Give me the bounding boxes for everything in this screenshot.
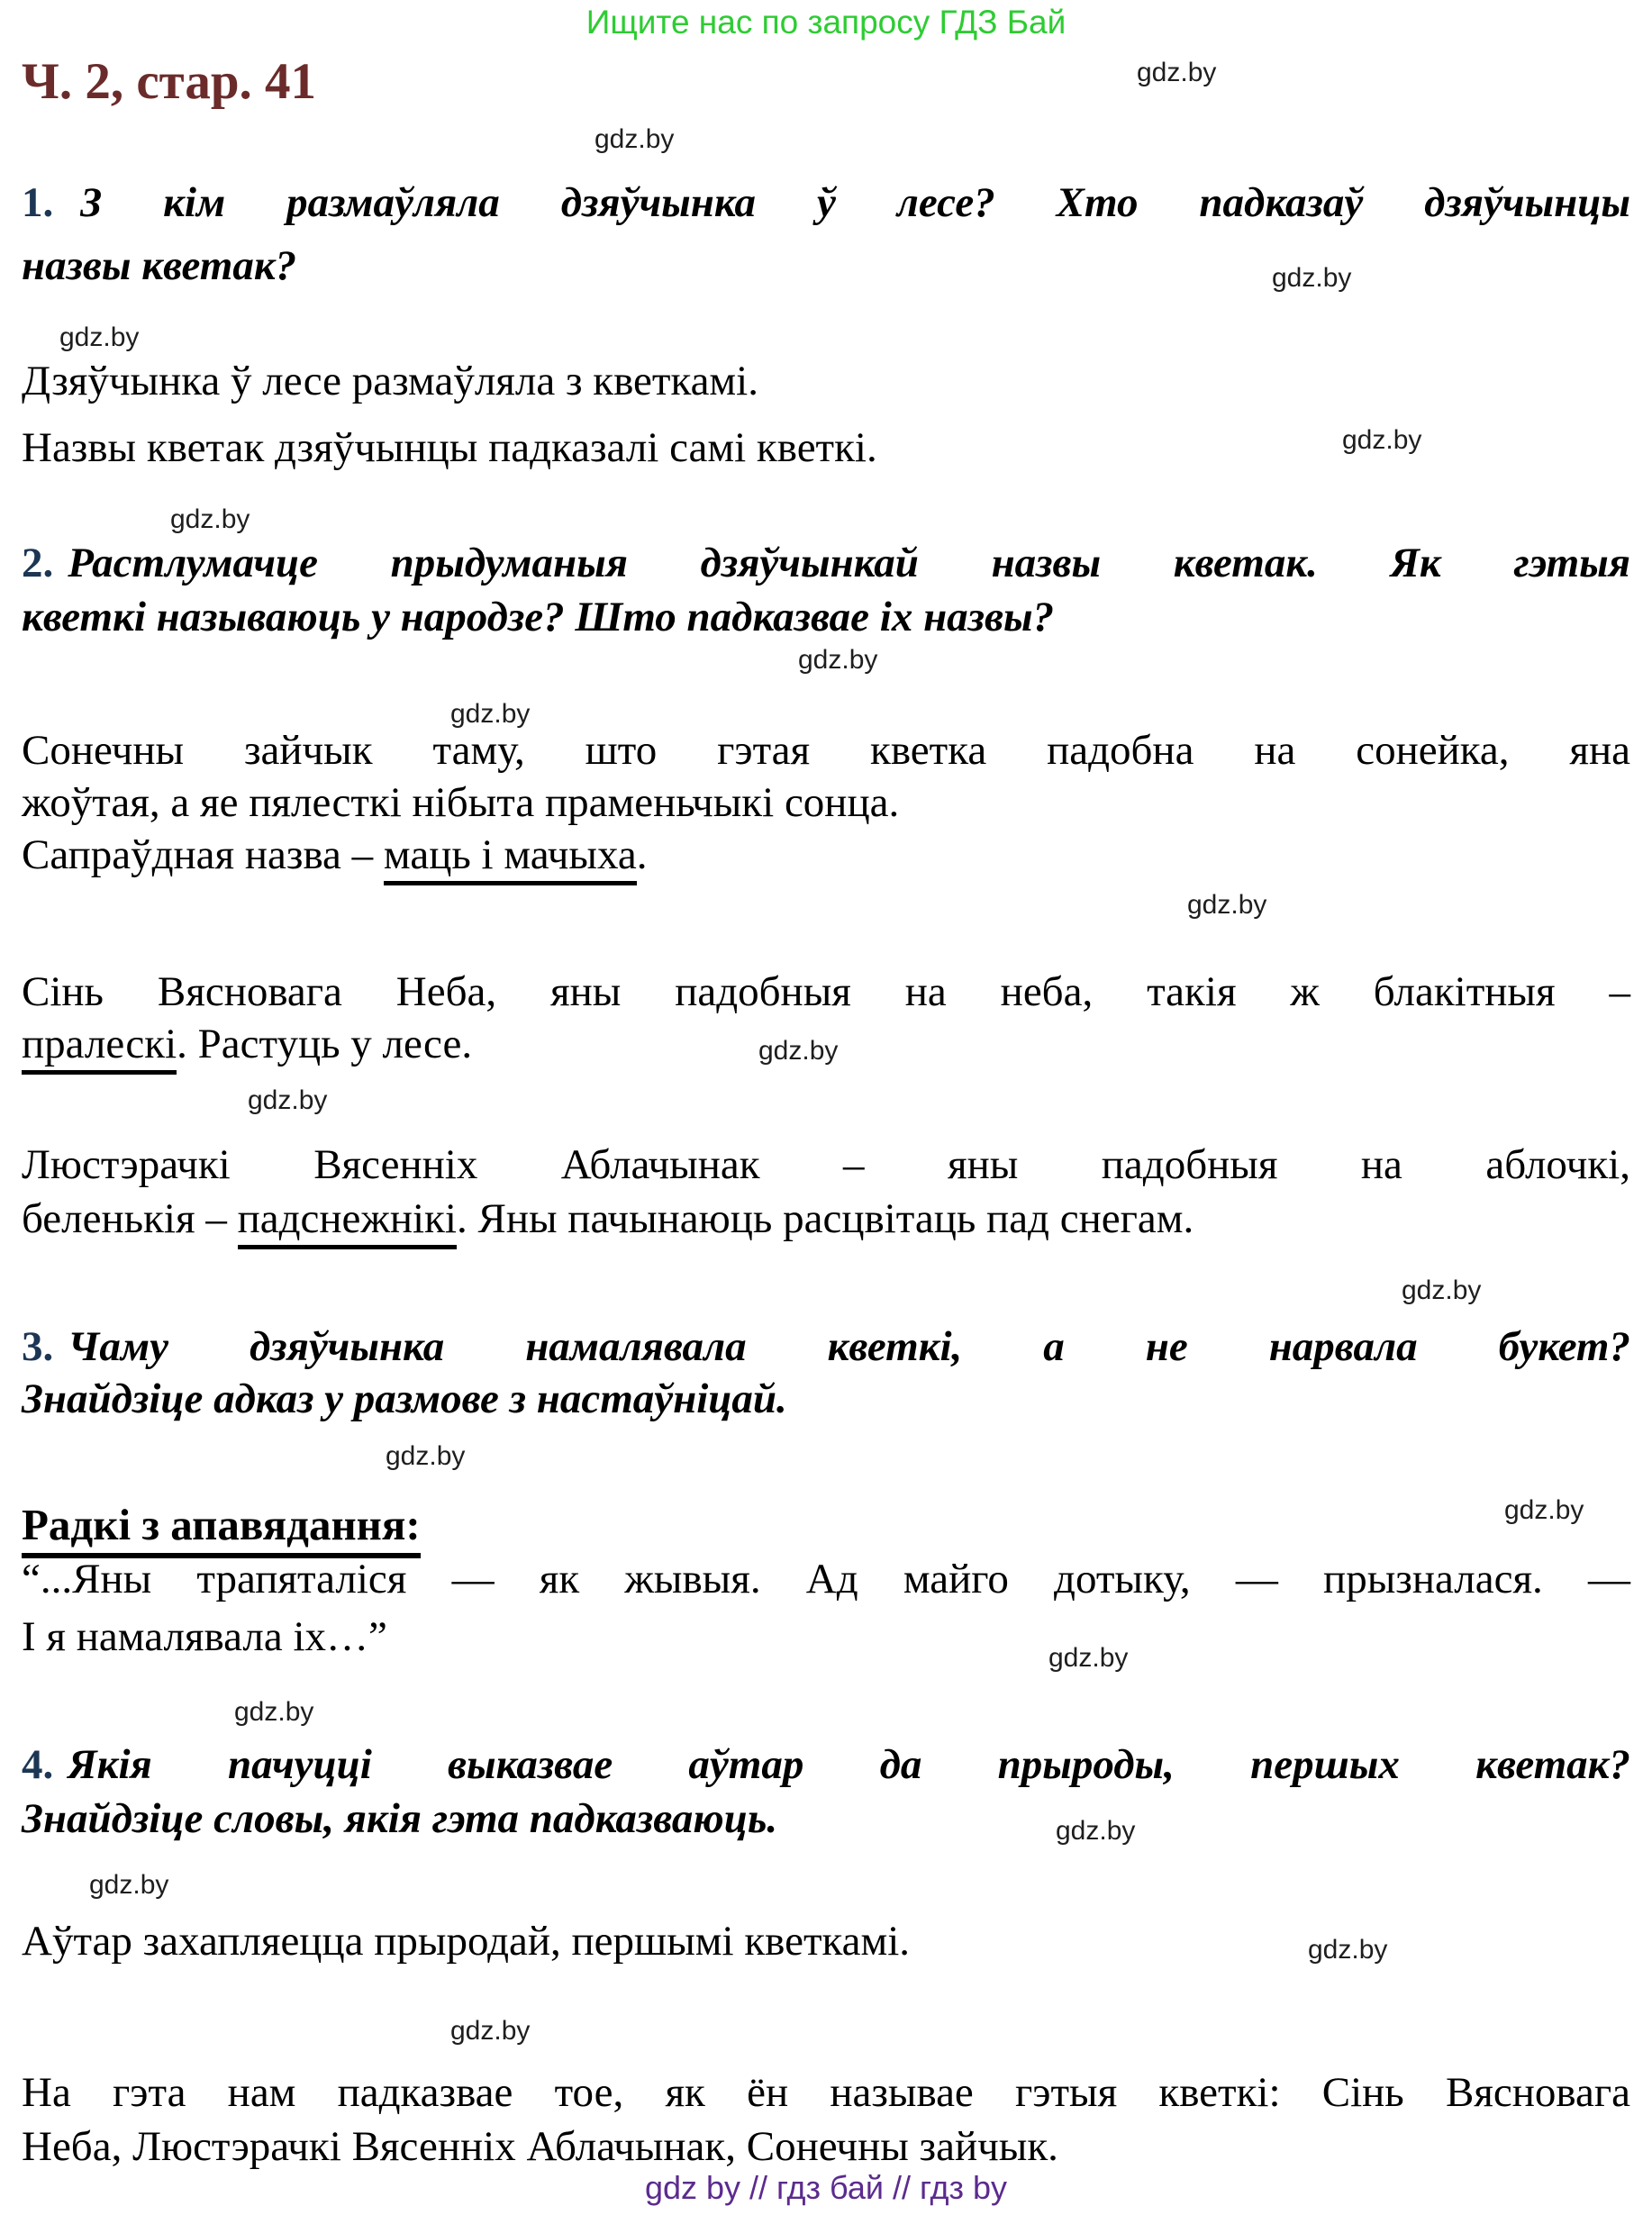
question-4-line-2: Знайдзіце словы, якія гэта падказваюць. — [22, 1795, 778, 1842]
watermark-gdzby: gdz.by — [1137, 58, 1217, 87]
answer-2-underlined-term: маць і мачыха — [384, 831, 637, 885]
question-3-number: 3. — [22, 1323, 54, 1370]
question-4-number: 4. — [22, 1741, 54, 1788]
answer-1-line-2: Назвы кветак дзяўчынцы падказалі самі кветкі. — [22, 424, 877, 471]
question-3-text: Чаму дзяўчынка намалявала кветкі, а не нарвала букет? — [68, 1323, 1630, 1370]
watermark-gdzby: gdz.by — [386, 1441, 466, 1471]
final-line-2: Неба, Люстэрачкі Вясенніх Аблачынак, Сонечны зайчык. — [22, 2123, 1058, 2170]
watermark-gdzby: gdz.by — [1308, 1935, 1388, 1965]
question-2-text: Растлумачце прыдуманыя дзяўчынкай назвы кветак. Як гэтыя — [68, 540, 1630, 586]
answer-2-line-1: Сонечны зайчык таму, што гэтая кветка падобна на сонейка, яна — [22, 727, 1630, 774]
watermark-gdzby: gdz.by — [59, 322, 140, 352]
answer-1-line-1: Дзяўчынка ў лесе размаўляла з кветкамі. — [22, 358, 758, 404]
quote-heading: Радкі з апавядання: — [22, 1499, 421, 1558]
answer-4-line-1: Люстэрачкі Вясенніх Аблачынак – яны падобныя на аблочкі, — [22, 1141, 1630, 1188]
answer-4-underlined-term: падснежнікі — [238, 1195, 457, 1249]
watermark-gdzby: gdz.by — [450, 699, 531, 729]
watermark-gdzby: gdz.by — [758, 1036, 839, 1066]
question-4-line-1 — [22, 1740, 1630, 1790]
final-line-1: На гэта нам падказвае тое, як ён называе гэтыя кветкі: Сінь Вясновага — [22, 2069, 1630, 2116]
watermark-gdzby: gdz.by — [1272, 263, 1352, 293]
question-1-line-1 — [22, 178, 1630, 228]
watermark-gdzby: gdz.by — [1048, 1643, 1129, 1673]
question-3-line-2: Знайдзіце адказ у размове з настаўніцай. — [22, 1375, 787, 1422]
watermark-gdzby: gdz.by — [89, 1870, 169, 1900]
answer-3-line-2 — [22, 1020, 1630, 1069]
watermark-gdzby: gdz.by — [450, 2016, 531, 2046]
answer-3-underlined-term: пралескі — [22, 1021, 177, 1075]
answer-4-line-2-prefix: беленькія – — [22, 1195, 238, 1242]
quote-heading-row — [22, 1499, 1630, 1558]
page-title: Ч. 2, стар. 41 — [22, 53, 317, 110]
question-1-number: 1. — [22, 179, 54, 226]
watermark-gdzby: gdz.by — [595, 124, 675, 154]
watermark-gdzby: gdz.by — [1187, 890, 1267, 920]
answer-5-line-1: Аўтар захапляецца прыродай, першымі кветкамі. — [22, 1918, 911, 1965]
promo-banner-text: Ищите нас по запросу ГДЗ Бай — [585, 4, 1067, 41]
answer-2-line-3-suffix: . — [636, 831, 648, 878]
answer-3-line-2-suffix: . Растуць у лесе. — [177, 1021, 473, 1067]
answer-2-line-3-prefix: Сапраўдная назва – — [22, 831, 384, 878]
question-1-line-2: назвы кветак? — [22, 242, 297, 289]
question-3-line-1 — [22, 1322, 1630, 1372]
watermark-gdzby: gdz.by — [1504, 1495, 1584, 1525]
watermark-gdzby: gdz.by — [1402, 1275, 1482, 1305]
watermark-gdzby: gdz.by — [234, 1697, 314, 1727]
watermark-gdzby: gdz.by — [1342, 425, 1422, 455]
question-4-text: Якія пачуцці выказвае аўтар да прыроды, першых кветак? — [68, 1741, 1630, 1788]
question-2-line-2: кветкі называюць у народзе? Што падказвае іх назвы? — [22, 594, 1055, 640]
answer-4-line-2 — [22, 1194, 1630, 1244]
question-1-text: З кім размаўляла дзяўчынка ў лесе? Хто падказаў дзяўчынцы — [80, 179, 1630, 226]
quote-line-1: “...Яны трапяталіся — як жывыя. Ад майго дотыку, — прызналася. — — [22, 1556, 1630, 1602]
question-2-number: 2. — [22, 540, 54, 586]
watermark-gdzby: gdz.by — [248, 1085, 328, 1115]
answer-3-line-1: Сінь Вясновага Неба, яны падобныя на неба, такія ж блакітныя – — [22, 968, 1630, 1015]
quote-line-2: І я намалявала іх…” — [22, 1613, 387, 1660]
watermark-gdzby: gdz.by — [798, 645, 878, 675]
watermark-gdzby: gdz.by — [170, 504, 250, 534]
answer-2-line-2: жоўтая, а яе пялесткі нібыта праменьчыкі сонца. — [22, 779, 900, 826]
answer-2-line-3 — [22, 831, 1630, 880]
answer-4-line-2-suffix: . Яны пачынаюць расцвітаць пад снегам. — [456, 1195, 1194, 1242]
question-2-line-1 — [22, 539, 1630, 588]
footer-watermark: gdz by // гдз бай // гдз by — [644, 2169, 1008, 2206]
watermark-gdzby: gdz.by — [1056, 1816, 1136, 1846]
